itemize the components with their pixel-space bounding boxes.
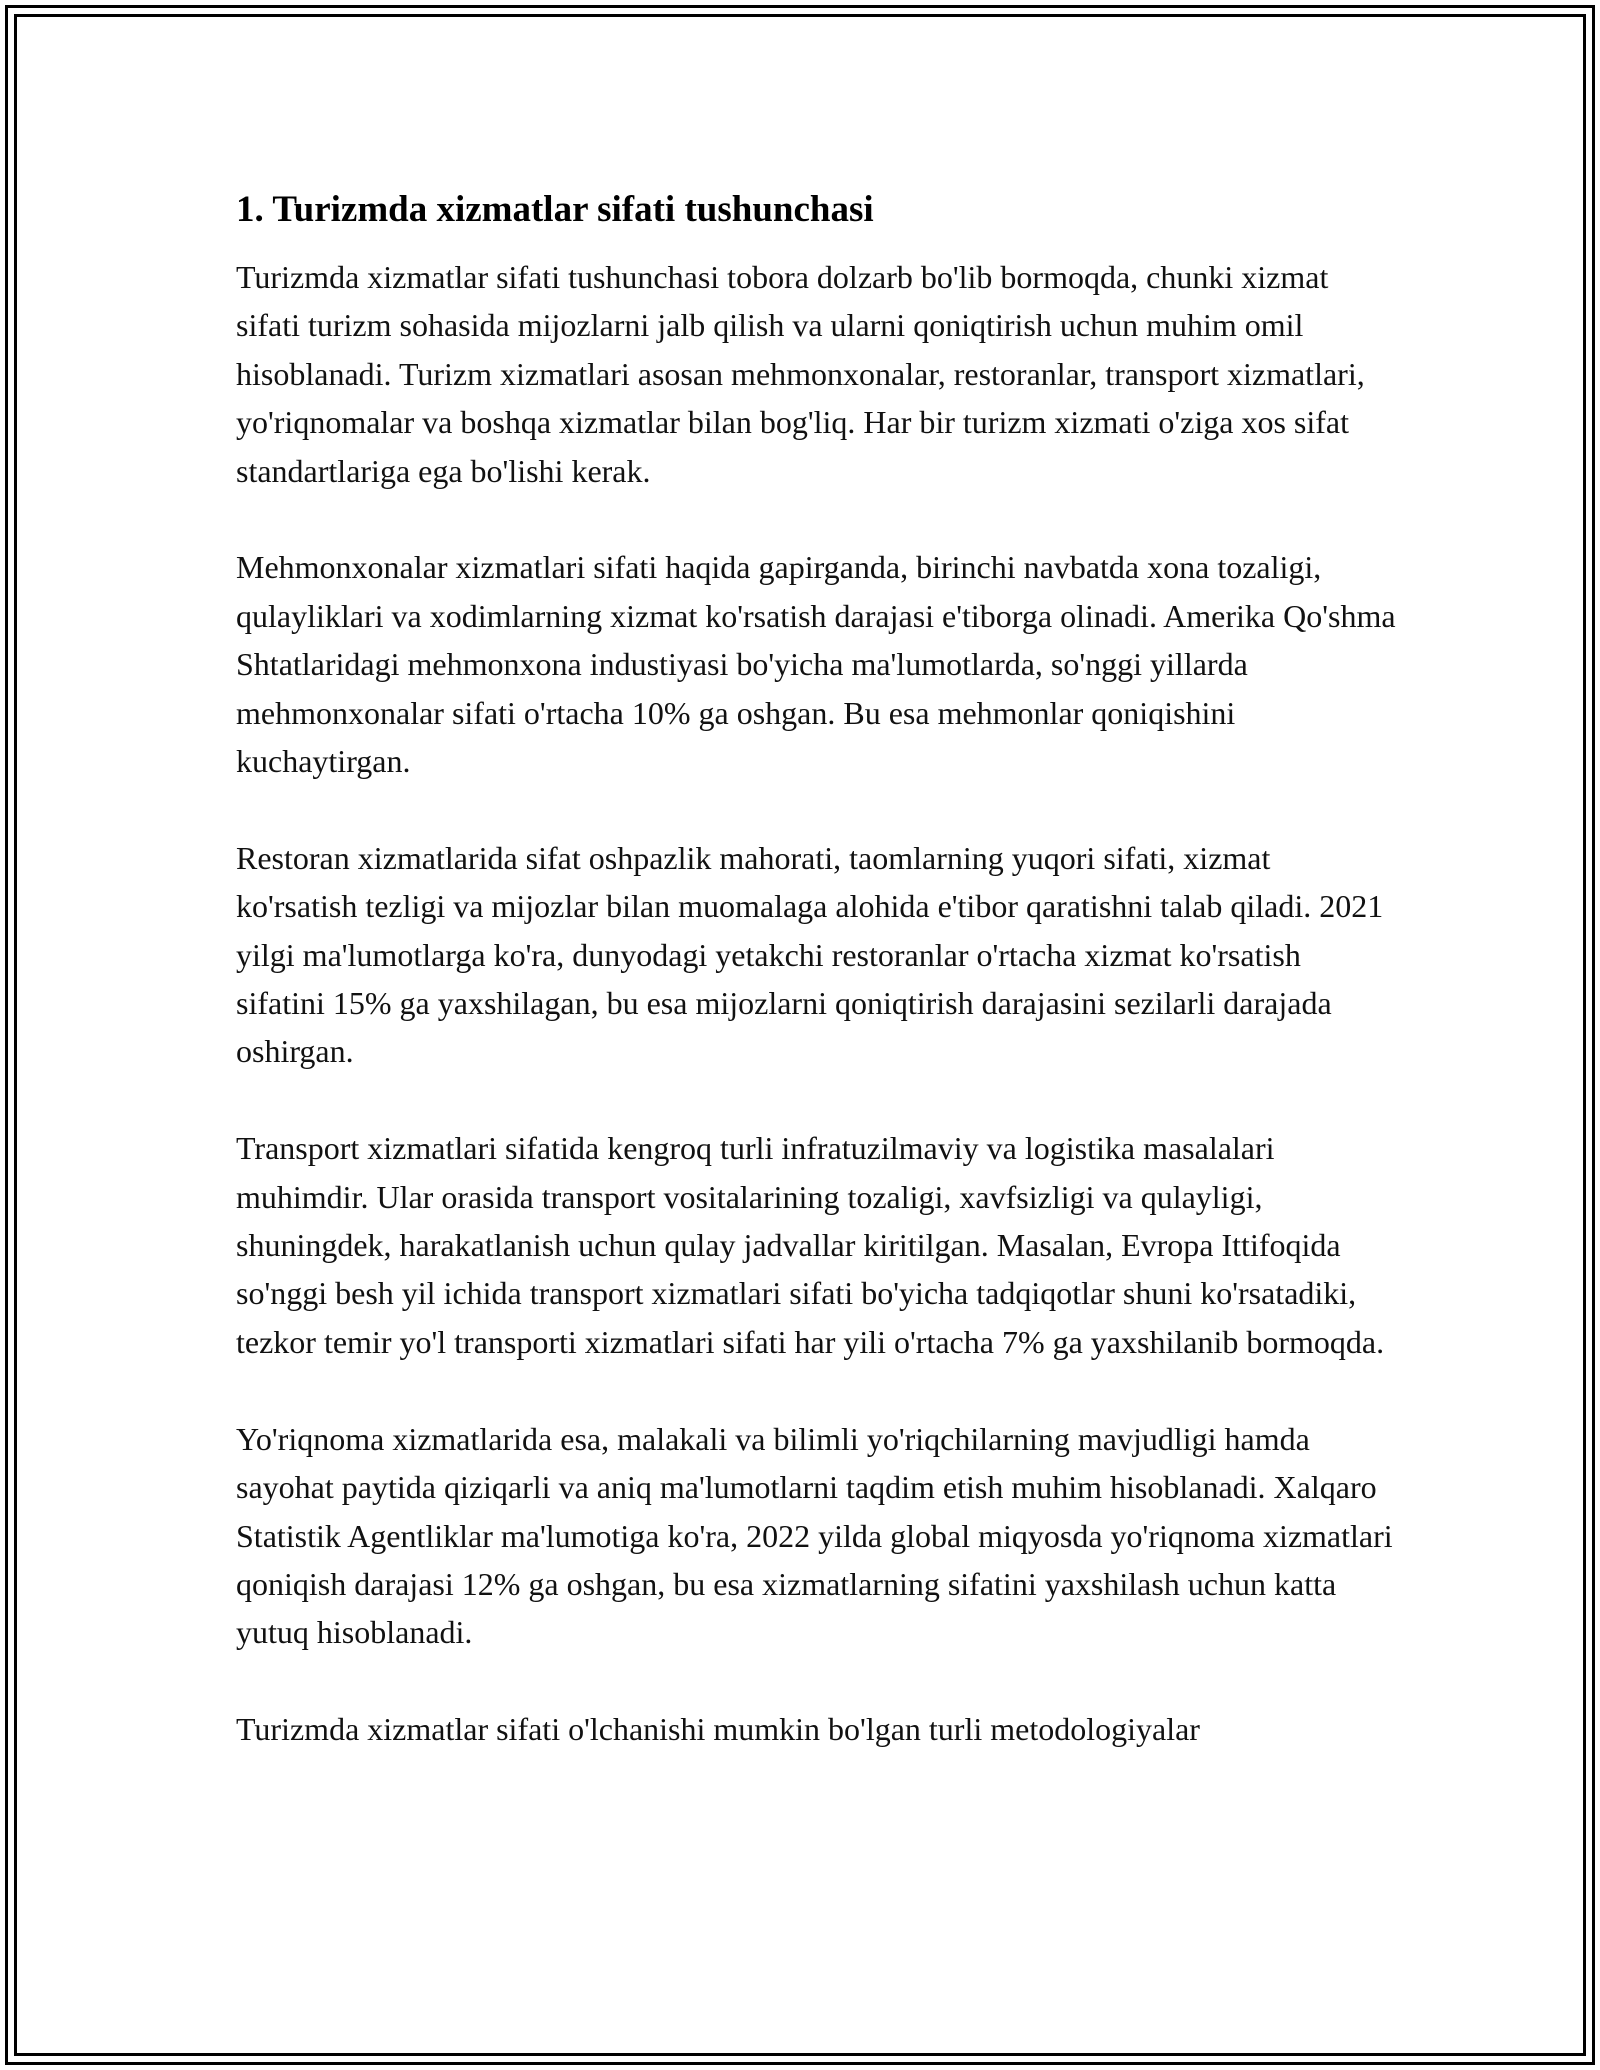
document-body	[236, 185, 1396, 1754]
paragraph-methodologies: Turizmda xizmatlar sifati o'lchanishi mumkin bo'lgan turli metodologiyalar	[236, 1711, 1200, 1748]
paragraph-guides: Yo'riqnoma xizmatlarida esa, malakali va bilimli yo'riqchilarning mavjudligi hamda sayohat paytida qiziqarli va aniq ma'lumotlarni taqdim etish muhim hisoblanadi. Xalqaro Statistik Agentliklar ma'lumotiga ko'ra, 2022 yilda global miqyosda yo'riqnoma xizmatlari qoniqish darajasi 12% ga oshgan, bu esa xizmatlarning sifatini yaxshilash uchun katta yutuq hisoblanadi.	[236, 1420, 1393, 1651]
paragraph-restaurants: Restoran xizmatlarida sifat oshpazlik mahorati, taomlarning yuqori sifati, xizmat ko'rsatish tezligi va mijozlar bilan muomalaga alohida e'tibor qaratishni talab qiladi. 2021 yilgi ma'lumotlarga ko'ra, dunyodagi yetakchi restoranlar o'rtacha xizmat ko'rsatish sifatini 15% ga yaxshilagan, bu esa mijozlarni qoniqtirish darajasini sezilarli darajada oshirgan.	[236, 839, 1384, 1070]
paragraph-transport: Transport xizmatlari sifatida kengroq turli infratuzilmaviy va logistika masalalari muhimdir. Ular orasida transport vositalarining tozaligi, xavfsizligi va qulayligi, shuningdek, harakatlanish uchun qulay jadvallar kiritilgan. Masalan, Evropa Ittifoqida so'nggi besh yil ichida transport xizmatlari sifati bo'yicha tadqiqotlar shuni ko'rsatadiki, tezkor temir yo'l transporti xizmatlari sifati har yili o'rtacha 7% ga yaxshilanib bormoqda.	[236, 1130, 1385, 1360]
section-heading: 1. Turizmda xizmatlar sifati tushunchasi	[236, 189, 874, 230]
paragraph-intro: Turizmda xizmatlar sifati tushunchasi tobora dolzarb bo'lib bormoqda, chunki xizmat sifati turizm sohasida mijozlarni jalb qilish va ularni qoniqtirish uchun muhim omil hisoblanadi. Turizm xizmatlari asosan mehmonxonalar, restoranlar, transport xizmatlari, yo'riqnomalar va boshqa xizmatlar bilan bog'liq. Har bir turizm xizmati o'ziga xos sifat standartlariga ega bo'lishi kerak.	[236, 259, 1365, 489]
paragraph-hotels: Mehmonxonalar xizmatlari sifati haqida gapirganda, birinchi navbatda xona tozaligi, qulayliklari va xodimlarning xizmat ko'rsatish darajasi e'tiborga olinadi. Amerika Qo'shma Shtatlaridagi mehmonxona industiyasi bo'yicha ma'lumotlarda, so'nggi yillarda mehmonxonalar sifati o'rtacha 10% ga oshgan. Bu esa mehmonlar qoniqishini kuchaytirgan.	[236, 549, 1396, 780]
